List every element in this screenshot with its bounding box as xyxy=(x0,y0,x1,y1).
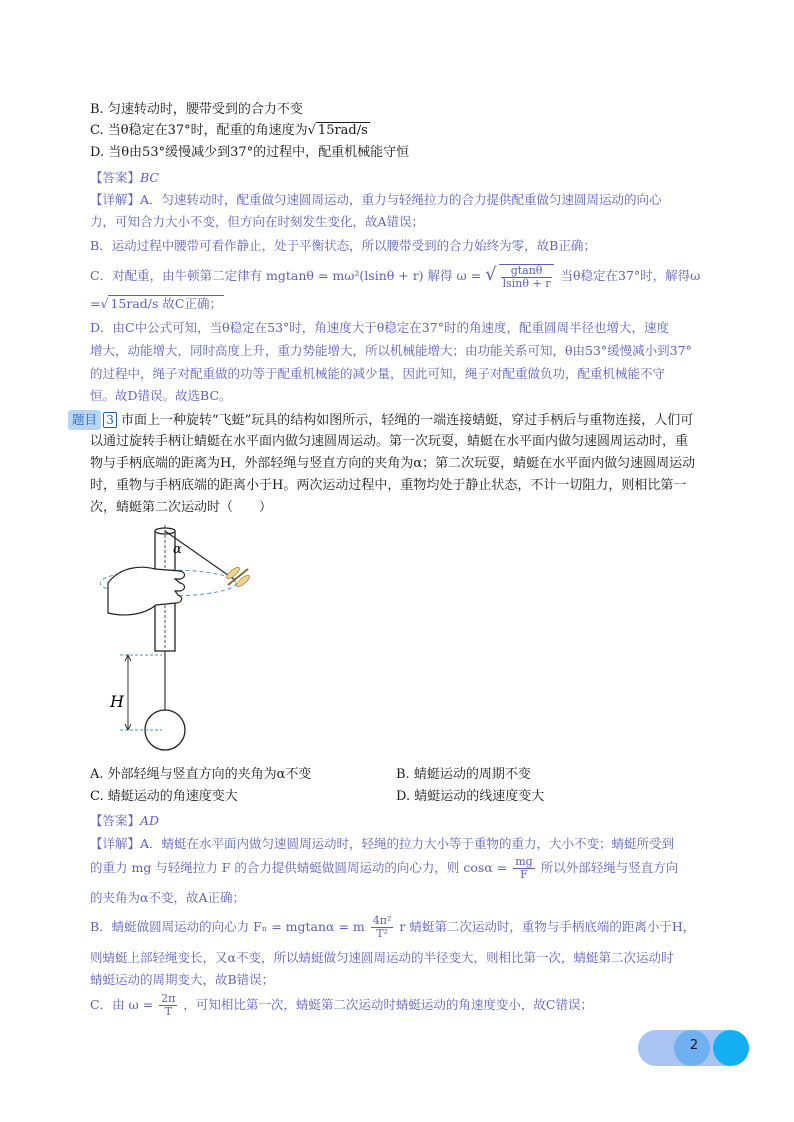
detail-prev-tag: 【详解】 xyxy=(90,192,141,207)
detail-prev-c1-pre: C．对配重，由牛顿第二定律有 mgtanθ = mω²(lsinθ + r) 解得 ω = xyxy=(90,268,482,283)
option-c-prev-text: C. 当θ稳定在37°时，配重的角速度为 xyxy=(90,123,308,138)
question-l4: 时，重物与手柄底端的距离小于H。两次运动过程中，重物均处于静止状态，不计一切阻力，则相比第一 xyxy=(90,478,687,493)
h-label: H xyxy=(110,692,124,711)
detail-q-c1-post: ，可知相比第一次，蜻蜓第二次运动时蜻蜓运动的角速度变小，故C错误； xyxy=(183,997,593,1012)
question-number: 3 xyxy=(103,412,117,428)
detail-q-c1-den: T xyxy=(164,1005,172,1018)
detail-prev-c1-num: gtanθ xyxy=(501,265,553,278)
detail-q-a2-num: mg xyxy=(515,855,533,868)
detail-q-b1-pre: B．蜻蜓做圆周运动的向心力 Fₙ = mgtanα = m xyxy=(90,919,365,934)
detail-q-a2-pre: 的重力 mg 与轻绳拉力 F 的合力提供蜻蜓做圆周运动的向心力，则 cosα = xyxy=(90,860,508,875)
detail-q-b3: 蜻蜓运动的周期变大，故B错误； xyxy=(90,972,275,987)
detail-q-b1 xyxy=(90,910,695,944)
detail-q-a2 xyxy=(90,852,678,884)
option-c: C. 蜻蜓运动的角速度变大 xyxy=(90,789,238,804)
detail-prev-a1 xyxy=(90,190,662,210)
detail-q-b1-num: 4π² xyxy=(372,914,392,927)
detail-prev-d2: 增大，动能增大，同时高度上升，重力势能增大，所以机械能增大；由功能关系可知，θ由53°缓慢减小到37° xyxy=(90,343,692,358)
detail-prev-c1-den: lsinθ + r xyxy=(502,276,551,290)
detail-prev-d3: 的过程中，绳子对配重做的功等于配重机械能的减少量，因此可知，绳子对配重做负功，配重机械能不守 xyxy=(90,366,666,381)
question-l1 xyxy=(68,410,693,431)
detail-q-b1-den: T² xyxy=(376,927,388,940)
toy-figure xyxy=(100,525,270,760)
option-d: D. 蜻蜓运动的线速度变大 xyxy=(396,789,545,804)
detail-prev-d1: D．由C中公式可知，当θ稳定在53°时，角速度大于θ稳定在37°时的角速度，配重圆周半径也增大，速度 xyxy=(90,320,669,335)
question-l1-text: 市面上一种旋转“飞蜓”玩具的结构如图所示，轻绳的一端连接蜻蜓，穿过手柄后与重物连接，人们可 xyxy=(121,413,694,428)
detail-q-c1-num: 2π xyxy=(161,992,176,1005)
question-l2: 以通过旋转手柄让蜻蜓在水平面内做匀速圆周运动。第一次玩耍，蜻蜓在水平面内做匀速圆周运动时，重 xyxy=(90,434,689,449)
detail-q-a1-text: A．蜻蜓在水平面内做匀速圆周运动时，轻绳的拉力大小等于重物的重力，大小不变；蜻蜓所受到 xyxy=(140,836,675,851)
question-l3: 物与手柄底端的距离为H，外部轻绳与竖直方向的夹角为α；第二次玩耍，蜻蜓在水平面内做匀速圆周运动 xyxy=(90,456,696,471)
dragonfly-icon xyxy=(225,566,251,589)
sqrt-icon: √ xyxy=(485,264,497,285)
detail-q-a2-frac xyxy=(513,856,534,881)
sqrt-icon: √ xyxy=(307,123,316,138)
detail-q-b1-frac xyxy=(371,915,394,940)
answer-q-value: AD xyxy=(140,813,160,828)
detail-q-c1-frac xyxy=(159,993,177,1018)
option-c-prev xyxy=(90,121,370,141)
option-a: A. 外部轻绳与竖直方向的夹角为α不变 xyxy=(90,767,312,782)
detail-q-c1 xyxy=(90,988,593,1022)
detail-q-b2: 则蜻蜓上部轻绳变长，又α不变，所以蜻蜓做匀速圆周运动的半径变大，则相比第一次，蜻蜓第二次运动时 xyxy=(90,950,674,965)
badge-circle-3 xyxy=(713,1030,749,1066)
detail-prev-c2 xyxy=(90,294,224,314)
detail-q-a2-post: 所以外部轻绳与竖直方向 xyxy=(540,860,679,875)
option-c-prev-value: 15rad/s xyxy=(317,123,368,138)
detail-prev-c2-val: 15rad/s 故C正确； xyxy=(110,296,222,311)
question-l5: 次，蜻蜓第二次运动时（ ） xyxy=(90,500,273,515)
sqrt-icon: √ xyxy=(100,296,109,311)
option-b: B. 蜻蜓运动的周期不变 xyxy=(396,767,531,782)
detail-q-c1-pre: C．由 ω = xyxy=(90,997,154,1012)
answer-q-tag: 【答案】 xyxy=(90,813,141,828)
detail-prev-a2: 力，可知合力大小不变，但方向在时刻发生变化，故A错误； xyxy=(90,214,425,229)
option-b-prev: B. 匀速转动时，腰带受到的合力不变 xyxy=(90,102,303,117)
answer-prev-line xyxy=(90,168,159,188)
detail-q-b1-post: r 蜻蜓第二次运动时，重物与手柄底端的距离小于H， xyxy=(399,919,696,934)
detail-prev-d4: 恒。故D错误。故选BC。 xyxy=(90,388,232,403)
detail-prev-a1-text: A．匀速转动时，配重做匀速圆周运动，重力与轻绳拉力的合力提供配重做匀速圆周运动的向心 xyxy=(140,192,662,207)
answer-prev-value: BC xyxy=(140,170,159,185)
alpha-label: α xyxy=(173,542,182,557)
detail-q-a3: 的夹角为α不变，故A正确； xyxy=(90,890,245,905)
detail-prev-b1: B．运动过程中腰带可看作静止，处于平衡状态，所以腰带受到的合力始终为零，故B正确； xyxy=(90,238,596,253)
detail-q-tag: 【详解】 xyxy=(90,836,141,851)
detail-prev-c2-pre: = xyxy=(90,296,101,311)
option-d-prev: D. 当θ由53°缓慢减少到37°的过程中，配重机械能守恒 xyxy=(90,145,410,160)
detail-prev-c1-frac xyxy=(499,264,555,290)
answer-prev-tag: 【答案】 xyxy=(90,170,141,185)
page-number: 2 xyxy=(689,1038,699,1053)
detail-prev-c1-post: 当θ稳定在37°时，解得ω xyxy=(560,268,701,283)
detail-q-a2-den: F xyxy=(520,868,528,881)
detail-q-a1 xyxy=(90,834,674,854)
question-tag: 题目 xyxy=(68,410,101,430)
answer-q-line xyxy=(90,811,159,831)
detail-prev-c1 xyxy=(90,259,700,292)
